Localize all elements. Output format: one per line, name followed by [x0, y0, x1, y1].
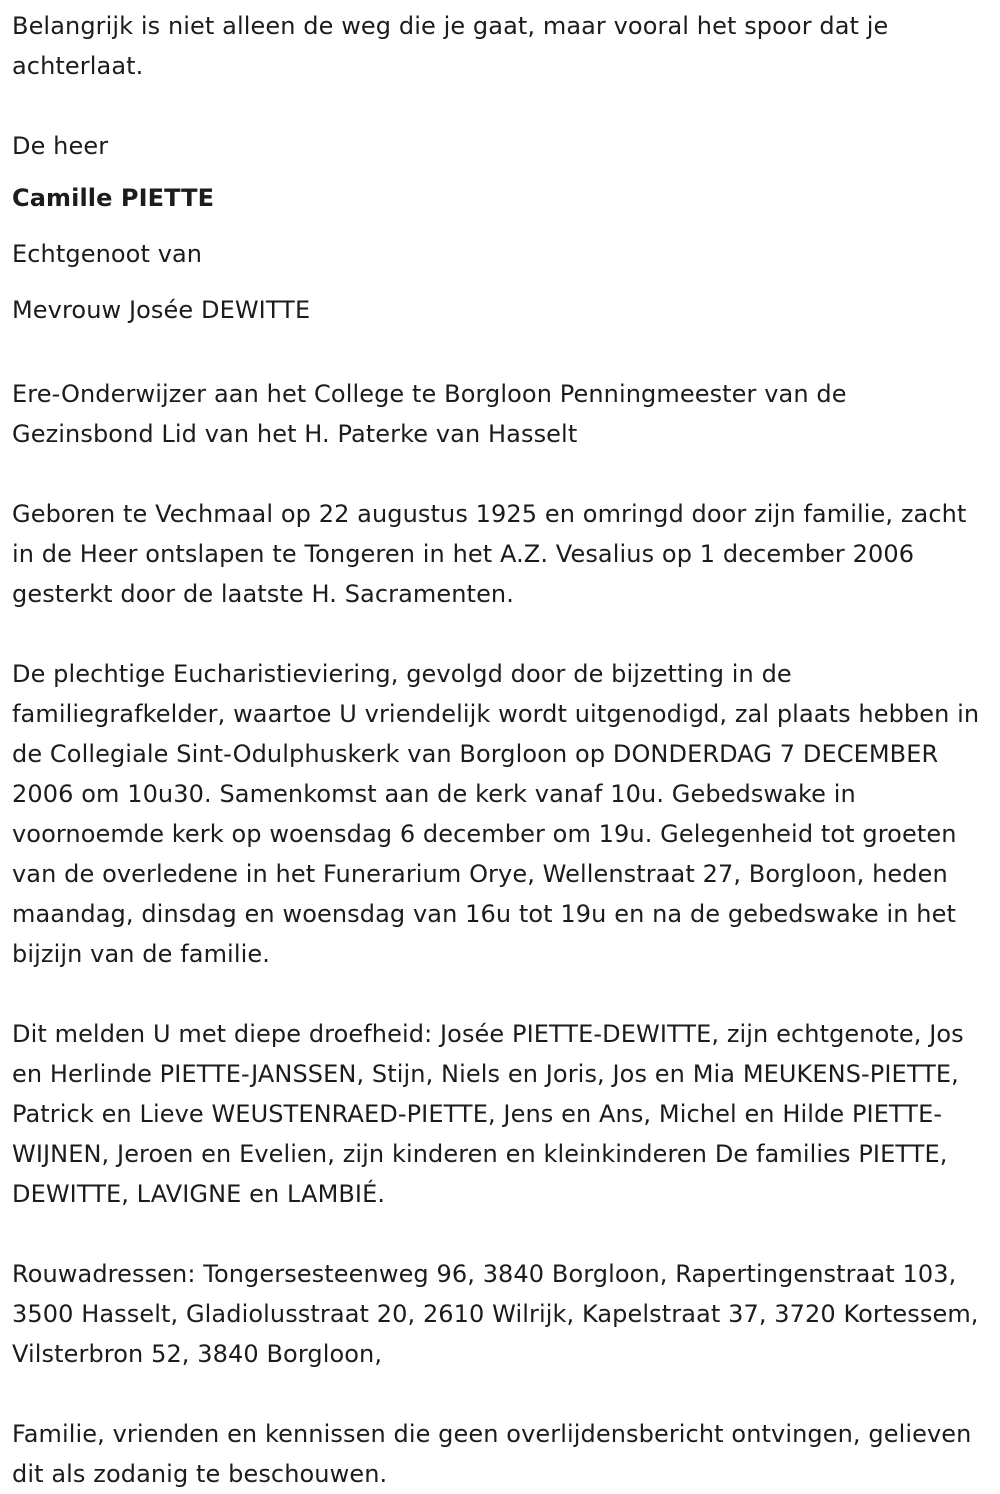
spacer	[12, 1374, 988, 1414]
spacer	[12, 614, 988, 654]
motto-text: Belangrijk is niet alleen de weg die je gaat, maar vooral het spoor dat je achterlaat.	[12, 12, 889, 80]
spacer	[12, 86, 988, 126]
salutation-text: De heer	[12, 132, 109, 160]
family-paragraph: Dit melden U met diepe droefheid: Josée PIETTE-DEWITTE, zijn echtgenote, Jos en Herlinde PIETTE-JANSSEN, Stijn, Niels en Joris, Jos en Mia MEUKENS-PIETTE, Patrick en Lieve WEUSTENRAED-PIETTE, Jens en Ans, Michel en Hilde PIETTE-WIJNEN, Jeroen en Evelien, zijn kinderen en kleinkinderen De families PIETTE, DEWITTE, LAVIGNE en LAMBIÉ.	[12, 1020, 964, 1208]
titles-paragraph: Ere-Onderwijzer aan het College te Borgloon Penningmeester van de Gezinsbond Lid van het H. Paterke van Hasselt	[12, 380, 847, 448]
deceased-name: Camille PIETTE	[12, 184, 215, 212]
spacer	[12, 1214, 988, 1254]
spacer	[12, 454, 988, 494]
closing-paragraph: Familie, vrienden en kennissen die geen overlijdensbericht ontvingen, gelieven dit als zodanig te beschouwen.	[12, 1420, 972, 1488]
addresses-paragraph: Rouwadressen: Tongersesteenweg 96, 3840 Borgloon, Rapertingenstraat 103, 3500 Hasselt, Gladiolusstraat 20, 2610 Wilrijk, Kapelstraat 37, 3720 Kortessem, Vilsterbron 52, 3840 Borgloon,	[12, 1260, 979, 1368]
birth-death-paragraph: Geboren te Vechmaal op 22 augustus 1925 en omringd door zijn familie, zacht in de Heer ontslapen te Tongeren in het A.Z. Vesalius op 1 december 2006 gesterkt door de laatste H. Sacramenten.	[12, 500, 967, 608]
spouse-name: Mevrouw Josée DEWITTE	[12, 296, 311, 324]
spouse-relation: Echtgenoot van	[12, 240, 203, 268]
spacer	[12, 334, 988, 374]
ceremony-paragraph: De plechtige Eucharistieviering, gevolgd door de bijzetting in de familiegrafkelder, waartoe U vriendelijk wordt uitgenodigd, zal plaats hebben in de Collegiale Sint-Odulphuskerk van Borgloon op DONDERDAG 7 DECEMBER 2006 om 10u30. Samenkomst aan de kerk vanaf 10u. Gebedswake in voornoemde kerk op woensdag 6 december om 19u. Gelegenheid tot groeten van de overledene in het Funerarium Orye, Wellenstraat 27, Borgloon, heden maandag, dinsdag en woensdag van 16u tot 19u en na de gebedswake in het bijzijn van de familie.	[12, 660, 980, 968]
spacer	[12, 974, 988, 1014]
